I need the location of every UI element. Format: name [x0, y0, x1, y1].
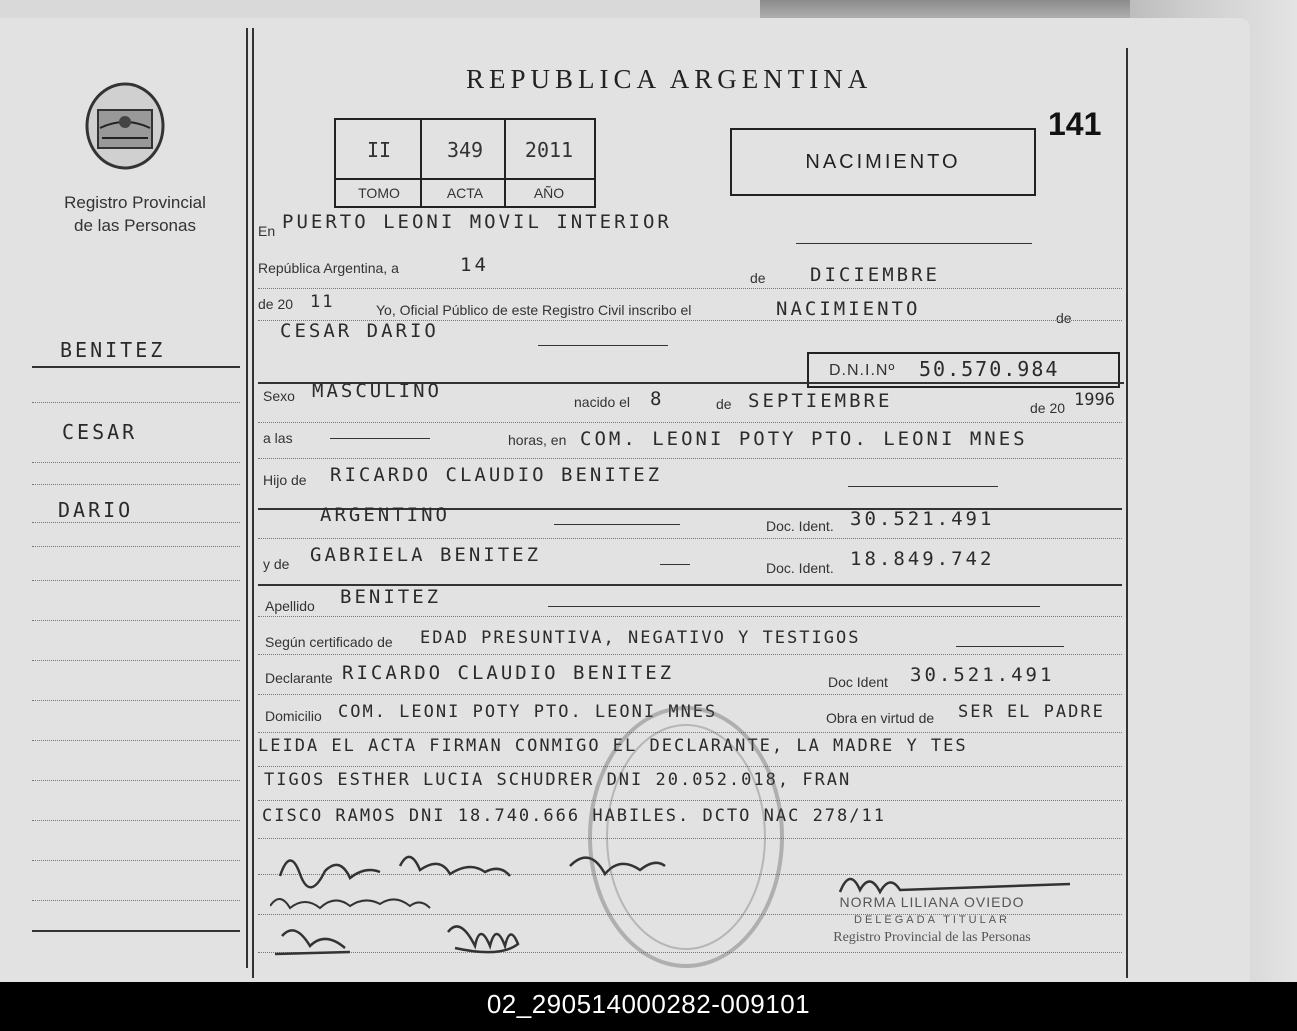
- official-seal-ring: [606, 724, 766, 950]
- sidebar-dotted-line: [32, 462, 240, 463]
- doc-ident-label: Doc. Ident.: [766, 518, 834, 534]
- office-line-1: Registro Provincial: [64, 193, 206, 212]
- row-dotted-line: [258, 654, 1122, 655]
- anio-value: 2011: [524, 138, 574, 162]
- fill-line: [554, 524, 680, 525]
- sidebar-dotted-line: [32, 660, 240, 661]
- certificado-value: EDAD PRESUNTIVA, NEGATIVO Y TESTIGOS: [420, 628, 861, 648]
- row-dotted-line: [258, 288, 1122, 289]
- obra-value: SER EL PADRE: [958, 702, 1105, 722]
- dni-value: 50.570.984: [919, 357, 1060, 381]
- fill-line: [848, 486, 998, 487]
- de-label-3: de: [716, 396, 732, 412]
- birth-place-value: COM. LEONI POTY PTO. LEONI MNES: [580, 428, 1028, 450]
- de-label-2: de: [1056, 310, 1072, 326]
- sidebar-dotted-line: [32, 860, 240, 861]
- sidebar-dotted-line: [32, 620, 240, 621]
- note-line-3: CISCO RAMOS DNI 18.740.666 HABILES. DCTO NAC 278/11: [262, 806, 886, 826]
- declarante-doc-value: 30.521.491: [910, 664, 1055, 686]
- doc-ident-label-mother: Doc. Ident.: [766, 560, 834, 576]
- birth-certificate-sheet: [0, 18, 1250, 982]
- sidebar-dotted-line: [32, 522, 240, 523]
- sidebar-dotted-line: [32, 740, 240, 741]
- place-value: PUERTO LEONI MOVIL INTERIOR: [282, 211, 672, 233]
- birth-year-value: 1996: [1074, 390, 1115, 410]
- acta-value: 349: [446, 138, 484, 162]
- sidebar-middle-name: DARIO: [58, 498, 134, 522]
- father-value: RICARDO CLAUDIO BENITEZ: [330, 464, 663, 486]
- hijo-label: Hijo de: [263, 472, 307, 488]
- father-nationality-value: ARGENTINO: [320, 504, 450, 526]
- sidebar-dotted-line: [32, 546, 240, 547]
- tomo-label: TOMO: [358, 185, 400, 201]
- declarante-value: RICARDO CLAUDIO BENITEZ: [342, 662, 675, 684]
- sidebar-dotted-line: [32, 820, 240, 821]
- tomo-value: II: [366, 138, 392, 162]
- birth-month-value: SEPTIEMBRE: [748, 390, 893, 412]
- sidebar-dotted-line: [32, 484, 240, 485]
- mother-value: GABRIELA BENITEZ: [310, 544, 542, 566]
- sidebar-dotted-line: [32, 780, 240, 781]
- day-value: 14: [460, 254, 489, 276]
- nacido-label: nacido el: [574, 394, 631, 410]
- fill-line: [330, 438, 430, 439]
- month-value: DICIEMBRE: [810, 264, 940, 286]
- row-dotted-line: [258, 422, 1122, 423]
- y-de-label: y de: [263, 556, 290, 572]
- sidebar-rule: [32, 930, 240, 932]
- dni-label: D.N.I.Nº: [829, 362, 896, 379]
- row-dotted-line: [258, 616, 1122, 617]
- de-label: de: [750, 270, 766, 286]
- year-suffix-value: 11: [310, 292, 335, 312]
- official-seal-icon: [588, 706, 784, 968]
- birth-year-label: de 20: [1030, 400, 1066, 416]
- office-name: [30, 191, 240, 237]
- misiones-seal-icon: [82, 80, 168, 172]
- given-names-value: CESAR DARIO: [280, 320, 439, 342]
- declarante-label: Declarante: [265, 670, 333, 686]
- mother-doc-value: 18.849.742: [850, 548, 995, 570]
- fill-line: [660, 564, 690, 565]
- domicilio-label: Domicilio: [265, 708, 322, 724]
- apellido-value: BENITEZ: [340, 586, 442, 608]
- official-text: Yo, Oficial Público de este Registro Civil inscribo el: [376, 302, 692, 318]
- row-dotted-line: [258, 538, 1122, 539]
- left-margin-line: [246, 28, 248, 968]
- sidebar-dotted-line: [32, 580, 240, 581]
- fill-line: [538, 345, 668, 346]
- sexo-value: MASCULINO: [312, 380, 442, 402]
- acta-label: ACTA: [446, 185, 484, 201]
- anio-label: AÑO: [533, 185, 565, 201]
- image-id-footer: 02_290514000282-009101: [0, 982, 1297, 1031]
- a-las-label: a las: [263, 430, 293, 446]
- sidebar-surname: BENITEZ: [60, 338, 166, 362]
- right-margin-line: [1126, 48, 1128, 978]
- page-number: 141: [1048, 106, 1102, 142]
- note-line-1: LEIDA EL ACTA FIRMAN CONMIGO EL DECLARANTE, LA MADRE Y TES: [258, 736, 968, 756]
- obra-label: Obra en virtud de: [826, 710, 935, 726]
- official-title: DELEGADA TITULAR: [854, 914, 1010, 926]
- republica-label: República Argentina, a: [258, 260, 399, 276]
- fill-line: [956, 646, 1064, 647]
- sidebar-rule: [32, 366, 240, 368]
- sidebar-dotted-line: [32, 700, 240, 701]
- country-title: REPUBLICA ARGENTINA: [466, 64, 873, 94]
- record-type-box: NACIMIENTO: [730, 128, 1036, 196]
- doc-ident-label-declarante: Doc Ident: [828, 674, 888, 690]
- fill-line: [796, 243, 1032, 244]
- domicilio-value: COM. LEONI POTY PTO. LEONI MNES: [338, 702, 718, 722]
- official-block: [812, 894, 1052, 946]
- father-doc-value: 30.521.491: [850, 508, 995, 530]
- fill-line: [548, 606, 1040, 607]
- certificado-label: Según certificado de: [265, 634, 393, 650]
- birth-day-value: 8: [650, 388, 665, 410]
- sidebar-dotted-line: [32, 900, 240, 901]
- en-label: En: [258, 223, 276, 239]
- official-office: Registro Provincial de las Personas: [833, 930, 1031, 945]
- inscribed-type-value: NACIMIENTO: [776, 298, 921, 320]
- de-year-label: de 20: [258, 296, 294, 312]
- official-name: NORMA LILIANA OVIEDO: [839, 894, 1025, 910]
- register-table: [334, 118, 596, 208]
- row-dotted-line: [258, 458, 1122, 459]
- office-line-2: de las Personas: [74, 216, 196, 235]
- sidebar-dotted-line: [32, 402, 240, 403]
- sidebar-first-name: CESAR: [62, 420, 138, 444]
- note-line-2: TIGOS ESTHER LUCIA SCHUDRER DNI 20.052.018, FRAN: [264, 770, 852, 790]
- horas-label: horas, en: [508, 432, 567, 448]
- sexo-label: Sexo: [263, 388, 295, 404]
- row-dotted-line: [258, 694, 1122, 695]
- left-margin-line-2: [252, 28, 254, 978]
- apellido-label: Apellido: [265, 598, 315, 614]
